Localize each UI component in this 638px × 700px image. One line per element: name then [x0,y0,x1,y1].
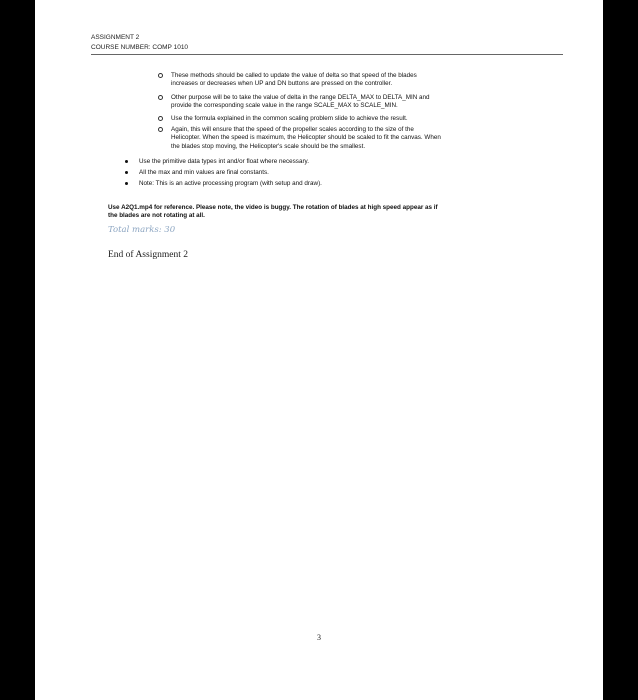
document-header [91,33,563,55]
assignment-title: ASSIGNMENT 2 [91,34,140,41]
sub-item: These methods should be called to update the value of delta so that speed of the blades increases or decreases when UP and DN buttons are pressed on the controller. [171,72,531,89]
page-number: 3 [317,633,321,642]
bullet-icon [125,171,128,174]
hollow-bullet-icon [158,73,163,78]
total-marks: Total marks: 30 [108,225,176,235]
bullet-icon [125,182,128,185]
reference-note: Use A2Q1.mp4 for reference. Please note, the video is buggy. The rotation of blades at high speed appear as if the blades are not rotating at all. [108,204,438,220]
hollow-bullet-icon [158,116,163,121]
end-of-assignment: End of Assignment 2 [108,250,188,260]
sub-item: Again, this will ensure that the speed of the propeller scales according to the size of the Helicopter. When the speed is maximum, the Helicopter should be scaled to fit the canvas. When the blades stop moving, the Helicopter's scale should be the smallest. [171,126,531,151]
hollow-bullet-icon [158,127,163,132]
bullet-icon [125,160,128,163]
bullet-item: Note: This is an active processing program (with setup and draw). [139,180,539,188]
sub-item: Use the formula explained in the common scaling problem slide to achieve the result. [171,115,531,123]
course-number: COURSE NUMBER: COMP 1010 [91,43,563,55]
sub-item: Other purpose will be to take the value of delta in the range DELTA_MAX to DELTA_MIN and provide the corresponding scale value in the range SCALE_MAX to SCALE_MIN. [171,94,531,111]
bullet-item: All the max and min values are final constants. [139,169,539,177]
hollow-bullet-icon [158,95,163,100]
document-page [35,0,603,700]
bullet-item: Use the primitive data types int and/or float where necessary. [139,158,539,166]
